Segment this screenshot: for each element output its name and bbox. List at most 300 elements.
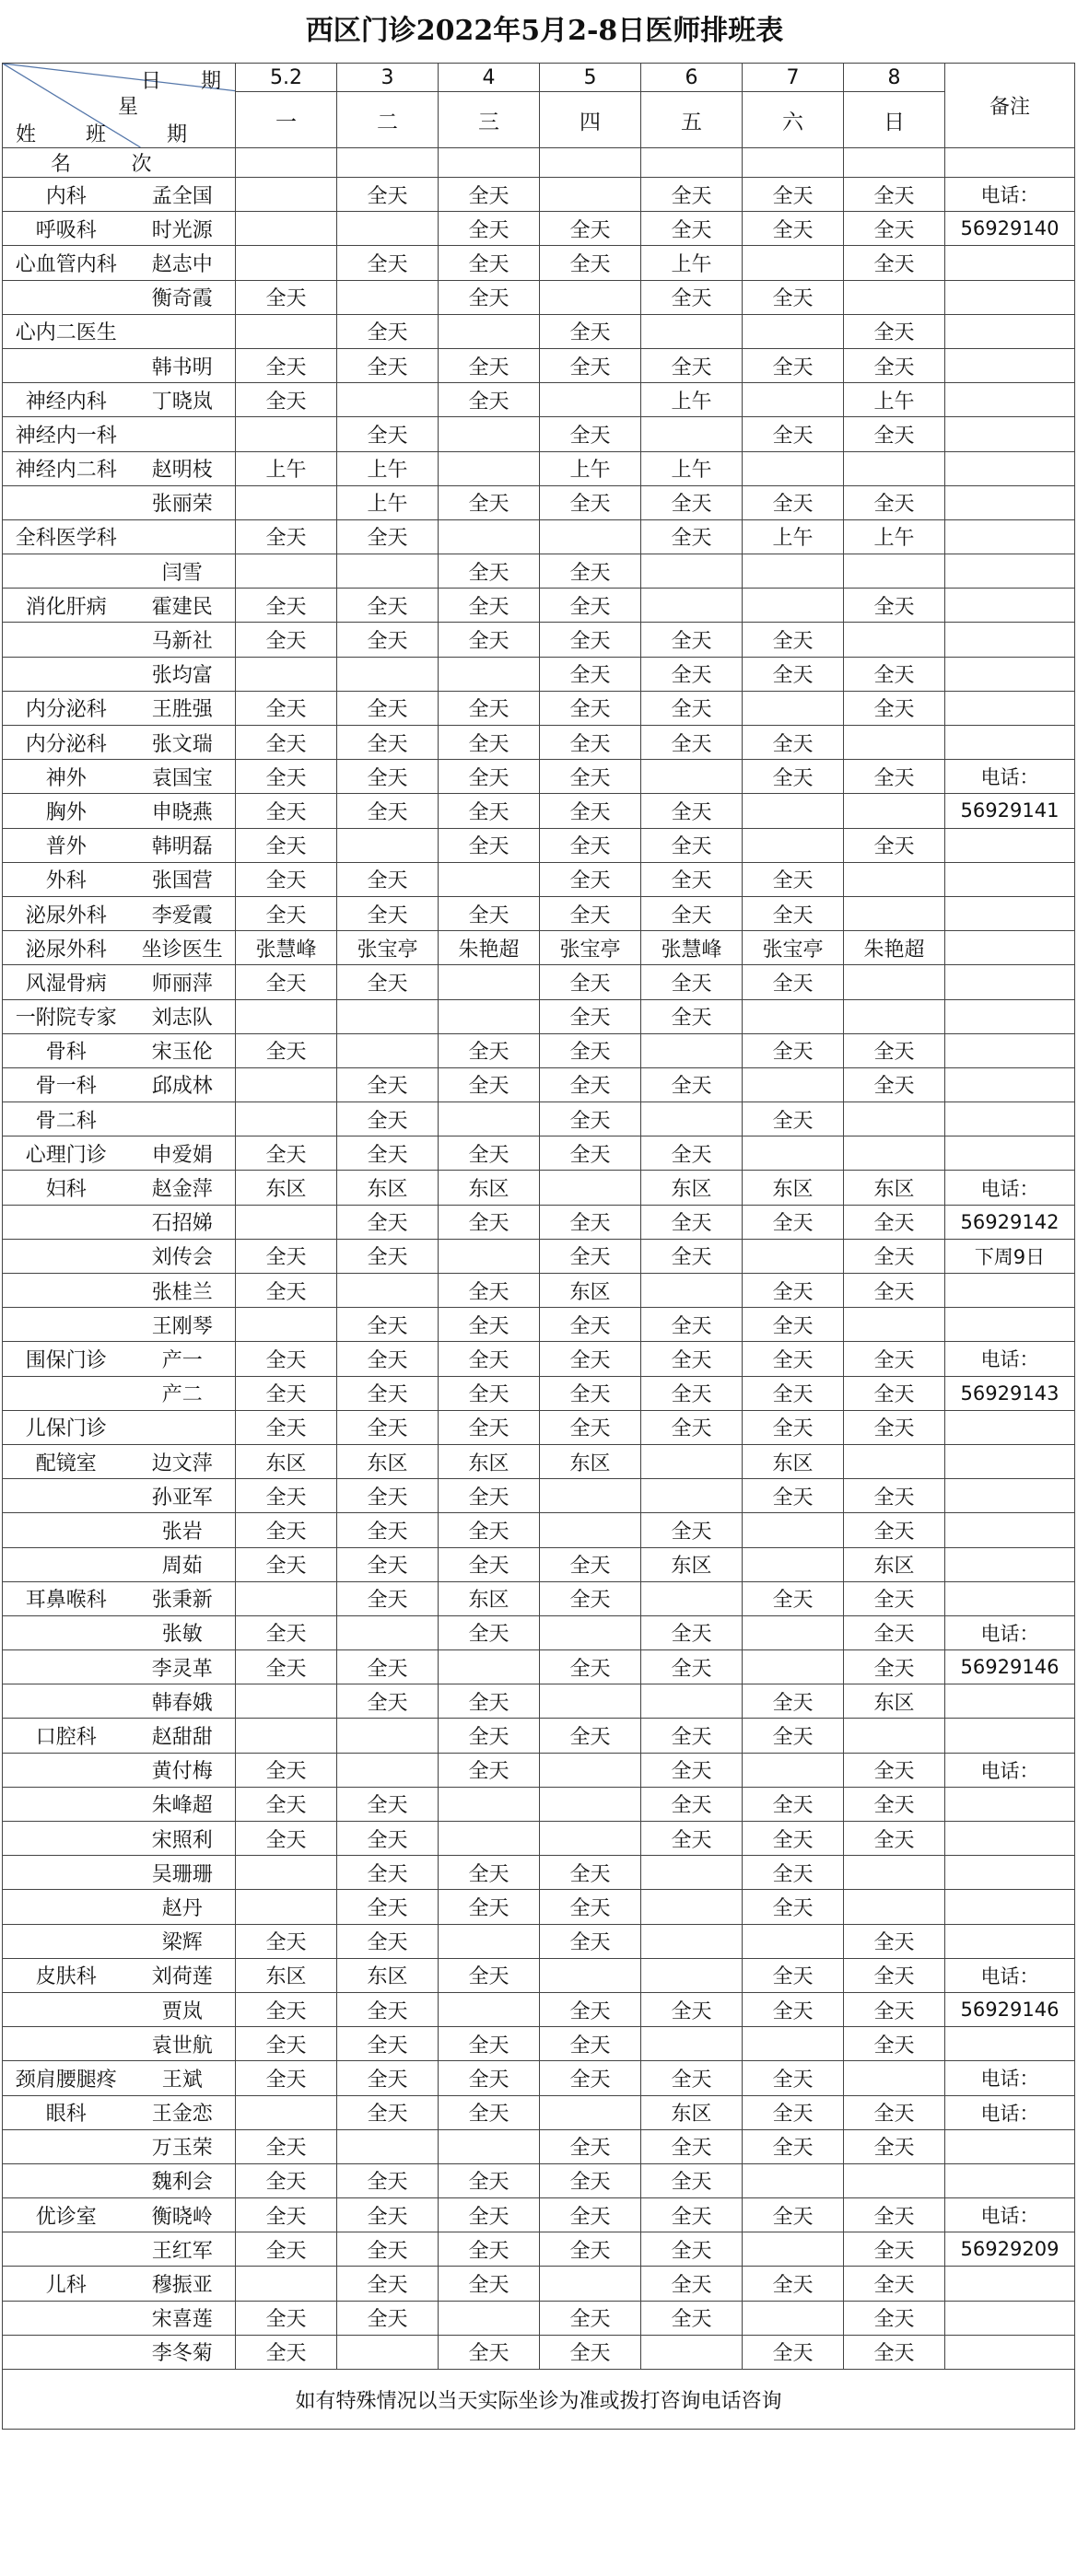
- shift-cell: 全天: [844, 1067, 945, 1102]
- shift-cell: 全天: [540, 589, 641, 623]
- note-cell: 电话：: [945, 2095, 1075, 2129]
- note-cell: [945, 999, 1075, 1033]
- table-row: [3, 1102, 1075, 1136]
- doctor-cell: 张丽荣: [130, 485, 236, 519]
- doctor-cell: 韩书明: [130, 348, 236, 382]
- shift-cell: [743, 691, 844, 725]
- shift-cell: 全天: [439, 1376, 540, 1410]
- shift-cell: [641, 1274, 743, 1308]
- doctor-cell: 李冬菊: [130, 2335, 236, 2369]
- shift-cell: 全天: [540, 862, 641, 896]
- shift-cell: [236, 485, 337, 519]
- shift-cell: 东区: [641, 2095, 743, 2129]
- shift-cell: 全天: [337, 1205, 439, 1239]
- shift-cell: 全天: [844, 2335, 945, 2369]
- shift-cell: 全天: [337, 1992, 439, 2026]
- shift-cell: 全天: [743, 178, 844, 212]
- shift-cell: [844, 1856, 945, 1890]
- shift-cell: 东区: [337, 1444, 439, 1478]
- shift-cell: [540, 1787, 641, 1821]
- shift-cell: 全天: [641, 691, 743, 725]
- shift-cell: 全天: [337, 2267, 439, 2301]
- table-row: [3, 1308, 1075, 1342]
- shift-cell: 东区: [641, 1171, 743, 1205]
- shift-cell: [540, 2095, 641, 2129]
- note-cell: [945, 1924, 1075, 1958]
- corner-label-xing: 星: [118, 96, 139, 119]
- shift-cell: [844, 1890, 945, 1924]
- doctor-cell: 霍建民: [130, 589, 236, 623]
- table-row: [3, 1992, 1075, 2026]
- shift-cell: 全天: [743, 1376, 844, 1410]
- department-cell: 内分泌科: [3, 691, 130, 725]
- doctor-cell: 邱成林: [130, 1067, 236, 1102]
- shift-cell: 上午: [641, 383, 743, 417]
- shift-cell: 全天: [337, 2301, 439, 2335]
- table-row: [3, 1547, 1075, 1581]
- shift-cell: [641, 1102, 743, 1136]
- note-cell: 电话：: [945, 760, 1075, 794]
- shift-cell: 全天: [439, 1958, 540, 1992]
- shift-cell: 全天: [439, 1136, 540, 1171]
- doctor-cell: 袁国宝: [130, 760, 236, 794]
- shift-cell: [439, 417, 540, 451]
- shift-cell: [540, 1753, 641, 1787]
- table-row: [3, 2129, 1075, 2163]
- shift-cell: 全天: [844, 1410, 945, 1444]
- shift-cell: 全天: [337, 2232, 439, 2267]
- doctor-cell: 宋喜莲: [130, 2301, 236, 2335]
- shift-cell: [743, 1924, 844, 1958]
- doctor-cell: 李灵革: [130, 1650, 236, 1684]
- table-row: [3, 554, 1075, 589]
- corner-label-name: 名: [3, 148, 130, 178]
- shift-cell: [439, 1992, 540, 2026]
- shift-cell: 全天: [236, 862, 337, 896]
- weekday-header: 二: [337, 92, 439, 148]
- shift-cell: 全天: [844, 1581, 945, 1615]
- doctor-cell: [130, 519, 236, 554]
- date-header: 6: [641, 64, 743, 92]
- shift-cell: 上午: [641, 246, 743, 280]
- weekday-header: 一: [236, 92, 337, 148]
- shift-cell: 全天: [439, 1033, 540, 1067]
- shift-cell: 全天: [337, 178, 439, 212]
- department-cell: [3, 2163, 130, 2197]
- doctor-cell: 赵甜甜: [130, 1719, 236, 1753]
- shift-cell: 上午: [743, 519, 844, 554]
- shift-cell: 全天: [641, 1376, 743, 1410]
- shift-cell: [236, 2267, 337, 2301]
- shift-cell: 全天: [540, 828, 641, 862]
- shift-cell: 全天: [236, 1410, 337, 1444]
- doctor-cell: 李爱霞: [130, 896, 236, 930]
- shift-cell: 全天: [337, 2027, 439, 2061]
- doctor-cell: [130, 417, 236, 451]
- note-cell: [945, 1719, 1075, 1753]
- shift-cell: 全天: [641, 212, 743, 246]
- shift-cell: 全天: [743, 1410, 844, 1444]
- table-row: [3, 1205, 1075, 1239]
- shift-cell: 全天: [236, 2061, 337, 2095]
- shift-cell: 全天: [641, 999, 743, 1033]
- shift-cell: 全天: [439, 485, 540, 519]
- doctor-cell: 黄付梅: [130, 1753, 236, 1787]
- date-header: 8: [844, 64, 945, 92]
- doctor-cell: 产二: [130, 1376, 236, 1410]
- note-cell: 电话：: [945, 178, 1075, 212]
- doctor-cell: 申爱娟: [130, 1136, 236, 1171]
- shift-cell: 全天: [337, 1581, 439, 1615]
- shift-cell: [641, 417, 743, 451]
- department-cell: [3, 1684, 130, 1719]
- note-cell: [945, 1479, 1075, 1513]
- shift-cell: 全天: [540, 1205, 641, 1239]
- shift-cell: 上午: [337, 485, 439, 519]
- shift-cell: 全天: [844, 1924, 945, 1958]
- shift-cell: 全天: [844, 1205, 945, 1239]
- shift-cell: [439, 1787, 540, 1821]
- table-row: [3, 1958, 1075, 1992]
- doctor-cell: 刘传会: [130, 1239, 236, 1273]
- department-cell: 儿科: [3, 2267, 130, 2301]
- shift-cell: 全天: [844, 314, 945, 348]
- shift-cell: 全天: [337, 691, 439, 725]
- shift-cell: [236, 1856, 337, 1890]
- shift-cell: 全天: [439, 828, 540, 862]
- shift-cell: 全天: [540, 212, 641, 246]
- table-row: [3, 623, 1075, 657]
- shift-cell: 全天: [844, 246, 945, 280]
- shift-cell: 全天: [540, 1067, 641, 1102]
- table-row: [3, 1410, 1075, 1444]
- shift-cell: 全天: [641, 2198, 743, 2232]
- shift-cell: 全天: [337, 1856, 439, 1890]
- note-cell: 56929141: [945, 794, 1075, 828]
- doctor-cell: 张均富: [130, 657, 236, 691]
- shift-cell: 全天: [641, 519, 743, 554]
- shift-cell: 全天: [337, 348, 439, 382]
- shift-cell: 全天: [439, 896, 540, 930]
- note-cell: [945, 2335, 1075, 2369]
- shift-cell: [641, 1479, 743, 1513]
- department-cell: 优诊室: [3, 2198, 130, 2232]
- shift-cell: 全天: [439, 1753, 540, 1787]
- shift-cell: 全天: [337, 1650, 439, 1684]
- department-cell: [3, 554, 130, 589]
- shift-cell: 全天: [439, 691, 540, 725]
- shift-cell: [236, 1308, 337, 1342]
- table-row: [3, 794, 1075, 828]
- table-row: [3, 965, 1075, 999]
- shift-cell: 全天: [439, 178, 540, 212]
- shift-cell: [743, 554, 844, 589]
- shift-cell: 全天: [844, 1274, 945, 1308]
- shift-cell: 全天: [540, 417, 641, 451]
- shift-cell: 全天: [540, 1342, 641, 1376]
- shift-cell: [641, 1444, 743, 1478]
- department-cell: 骨一科: [3, 1067, 130, 1102]
- shift-cell: 全天: [337, 1308, 439, 1342]
- shift-cell: 朱艳超: [844, 931, 945, 965]
- note-cell: [945, 1581, 1075, 1615]
- shift-cell: [641, 1890, 743, 1924]
- shift-cell: [236, 1581, 337, 1615]
- shift-cell: [236, 1890, 337, 1924]
- shift-cell: 全天: [844, 485, 945, 519]
- doctor-cell: 袁世航: [130, 2027, 236, 2061]
- shift-cell: [439, 314, 540, 348]
- shift-cell: 全天: [337, 1239, 439, 1273]
- shift-cell: 全天: [641, 485, 743, 519]
- shift-cell: 全天: [439, 1205, 540, 1239]
- note-cell: [945, 691, 1075, 725]
- shift-cell: [641, 1958, 743, 1992]
- table-row: [3, 657, 1075, 691]
- note-cell: [945, 965, 1075, 999]
- shift-cell: 全天: [236, 760, 337, 794]
- note-cell: 56929140: [945, 212, 1075, 246]
- shift-cell: 全天: [337, 2061, 439, 2095]
- shift-cell: [743, 1067, 844, 1102]
- shift-cell: [641, 1684, 743, 1719]
- shift-cell: [743, 246, 844, 280]
- table-row: [3, 2027, 1075, 2061]
- doctor-cell: 宋玉伦: [130, 1033, 236, 1067]
- shift-cell: 全天: [439, 1719, 540, 1753]
- table-row: [3, 691, 1075, 725]
- shift-cell: 全天: [844, 1513, 945, 1547]
- shift-cell: [439, 657, 540, 691]
- table-row: [3, 1479, 1075, 1513]
- doctor-cell: 时光源: [130, 212, 236, 246]
- shift-cell: [743, 383, 844, 417]
- shift-cell: [236, 314, 337, 348]
- shift-cell: 全天: [743, 1479, 844, 1513]
- shift-cell: 全天: [337, 965, 439, 999]
- table-row: [3, 2163, 1075, 2197]
- date-header: 7: [743, 64, 844, 92]
- shift-cell: 全天: [540, 1719, 641, 1753]
- shift-cell: 全天: [236, 1376, 337, 1410]
- shift-cell: 全天: [439, 1890, 540, 1924]
- date-header: 5: [540, 64, 641, 92]
- shift-cell: 全天: [540, 657, 641, 691]
- shift-cell: 全天: [743, 2267, 844, 2301]
- shift-cell: 全天: [540, 1308, 641, 1342]
- note-cell: [945, 1444, 1075, 1478]
- shift-cell: 全天: [337, 1822, 439, 1856]
- doctor-cell: 韩春娥: [130, 1684, 236, 1719]
- shift-cell: 全天: [743, 1822, 844, 1856]
- shift-cell: 全天: [236, 1513, 337, 1547]
- note-cell: [945, 2129, 1075, 2163]
- shift-cell: [743, 828, 844, 862]
- shift-cell: [641, 760, 743, 794]
- shift-cell: 全天: [439, 348, 540, 382]
- shift-cell: [337, 383, 439, 417]
- shift-cell: 全天: [641, 1239, 743, 1273]
- note-cell: 电话：: [945, 1753, 1075, 1787]
- department-cell: 泌尿外科: [3, 896, 130, 930]
- doctor-cell: 王胜强: [130, 691, 236, 725]
- note-cell: [945, 1513, 1075, 1547]
- shift-cell: [844, 280, 945, 314]
- table-row: [3, 999, 1075, 1033]
- shift-cell: 全天: [844, 212, 945, 246]
- shift-cell: 东区: [743, 1171, 844, 1205]
- shift-cell: [641, 1924, 743, 1958]
- shift-cell: 全天: [844, 2027, 945, 2061]
- shift-cell: 全天: [844, 691, 945, 725]
- shift-cell: 全天: [439, 1274, 540, 1308]
- shift-cell: 上午: [236, 451, 337, 485]
- shift-cell: 全天: [439, 246, 540, 280]
- table-row: [3, 485, 1075, 519]
- shift-cell: [641, 314, 743, 348]
- date-header: 3: [337, 64, 439, 92]
- table-row: [3, 589, 1075, 623]
- doctor-cell: 宋照利: [130, 1822, 236, 1856]
- shift-cell: 全天: [439, 2027, 540, 2061]
- doctor-cell: 师丽萍: [130, 965, 236, 999]
- shift-cell: [236, 1067, 337, 1102]
- shift-cell: 全天: [641, 2163, 743, 2197]
- table-row: [3, 1650, 1075, 1684]
- department-cell: 口腔科: [3, 1719, 130, 1753]
- shift-cell: 全天: [236, 1787, 337, 1821]
- table-row: [3, 2335, 1075, 2369]
- shift-cell: [743, 1615, 844, 1649]
- shift-cell: [743, 451, 844, 485]
- shift-cell: 全天: [439, 1856, 540, 1890]
- table-row: [3, 519, 1075, 554]
- department-cell: [3, 485, 130, 519]
- doctor-cell: 梁辉: [130, 1924, 236, 1958]
- note-cell: 下周9日: [945, 1239, 1075, 1273]
- note-cell: 电话：: [945, 1615, 1075, 1649]
- shift-cell: 全天: [540, 2198, 641, 2232]
- shift-cell: 全天: [337, 862, 439, 896]
- shift-cell: 全天: [236, 794, 337, 828]
- shift-cell: 全天: [337, 519, 439, 554]
- shift-cell: 东区: [540, 1274, 641, 1308]
- shift-cell: [540, 1822, 641, 1856]
- department-cell: 耳鼻喉科: [3, 1581, 130, 1615]
- shift-cell: 东区: [439, 1171, 540, 1205]
- note-cell: [945, 1136, 1075, 1171]
- shift-cell: 全天: [641, 1992, 743, 2026]
- shift-cell: 全天: [641, 1650, 743, 1684]
- shift-cell: 全天: [236, 828, 337, 862]
- department-cell: 皮肤科: [3, 1958, 130, 1992]
- shift-cell: 全天: [236, 2335, 337, 2369]
- shift-cell: 全天: [641, 178, 743, 212]
- shift-cell: 全天: [540, 2163, 641, 2197]
- shift-cell: 全天: [337, 1547, 439, 1581]
- shift-cell: 全天: [540, 246, 641, 280]
- shift-cell: 全天: [641, 1342, 743, 1376]
- note-cell: 56929146: [945, 1992, 1075, 2026]
- shift-cell: 东区: [844, 1547, 945, 1581]
- table-row: [3, 931, 1075, 965]
- department-cell: 神经内一科: [3, 417, 130, 451]
- shift-cell: 东区: [844, 1171, 945, 1205]
- shift-cell: [337, 280, 439, 314]
- shift-cell: 全天: [439, 1684, 540, 1719]
- shift-cell: 全天: [337, 1342, 439, 1376]
- shift-cell: 全天: [844, 657, 945, 691]
- shift-cell: [743, 1136, 844, 1171]
- shift-cell: [540, 1479, 641, 1513]
- shift-cell: 全天: [439, 1410, 540, 1444]
- doctor-cell: 赵金萍: [130, 1171, 236, 1205]
- note-cell: [945, 348, 1075, 382]
- note-cell: [945, 1033, 1075, 1067]
- doctor-cell: 边文萍: [130, 1444, 236, 1478]
- shift-cell: 全天: [540, 2301, 641, 2335]
- shift-cell: [337, 1719, 439, 1753]
- department-cell: 消化肝病: [3, 589, 130, 623]
- shift-cell: 全天: [844, 348, 945, 382]
- shift-cell: 全天: [743, 2095, 844, 2129]
- shift-cell: [337, 2129, 439, 2163]
- table-row: [3, 1615, 1075, 1649]
- shift-cell: 全天: [641, 1308, 743, 1342]
- note-cell: [945, 2267, 1075, 2301]
- shift-cell: 全天: [540, 623, 641, 657]
- shift-cell: 全天: [844, 1615, 945, 1649]
- table-row: [3, 2232, 1075, 2267]
- footer-note: 如有特殊情况以当天实际坐诊为准或拨打咨询电话咨询: [3, 2370, 1075, 2430]
- shift-cell: 全天: [337, 623, 439, 657]
- note-cell: 电话：: [945, 1958, 1075, 1992]
- shift-cell: 全天: [337, 794, 439, 828]
- table-row: [3, 760, 1075, 794]
- table-row: [3, 1684, 1075, 1719]
- doctor-cell: 孟全国: [130, 178, 236, 212]
- note-cell: [945, 726, 1075, 760]
- shift-cell: [337, 2335, 439, 2369]
- table-row: [3, 383, 1075, 417]
- shift-cell: 全天: [337, 1890, 439, 1924]
- department-cell: [3, 623, 130, 657]
- note-cell: [945, 1274, 1075, 1308]
- shift-cell: 全天: [540, 1992, 641, 2026]
- shift-cell: 全天: [540, 554, 641, 589]
- shift-cell: [844, 1136, 945, 1171]
- shift-cell: 全天: [337, 589, 439, 623]
- department-cell: [3, 1890, 130, 1924]
- shift-cell: 全天: [439, 726, 540, 760]
- shift-cell: 东区: [641, 1547, 743, 1581]
- shift-cell: 全天: [844, 2232, 945, 2267]
- shift-cell: [641, 1581, 743, 1615]
- header-row-dates: [3, 64, 1075, 92]
- doctor-cell: [130, 314, 236, 348]
- note-cell: [945, 417, 1075, 451]
- shift-cell: 全天: [439, 554, 540, 589]
- shift-cell: [844, 2061, 945, 2095]
- department-cell: [3, 1992, 130, 2026]
- shift-cell: 全天: [743, 1205, 844, 1239]
- shift-cell: 全天: [337, 1924, 439, 1958]
- shift-cell: 全天: [641, 1719, 743, 1753]
- shift-cell: 全天: [844, 2267, 945, 2301]
- shift-cell: 全天: [337, 1684, 439, 1719]
- shift-cell: 全天: [236, 1650, 337, 1684]
- doctor-cell: 穆振亚: [130, 2267, 236, 2301]
